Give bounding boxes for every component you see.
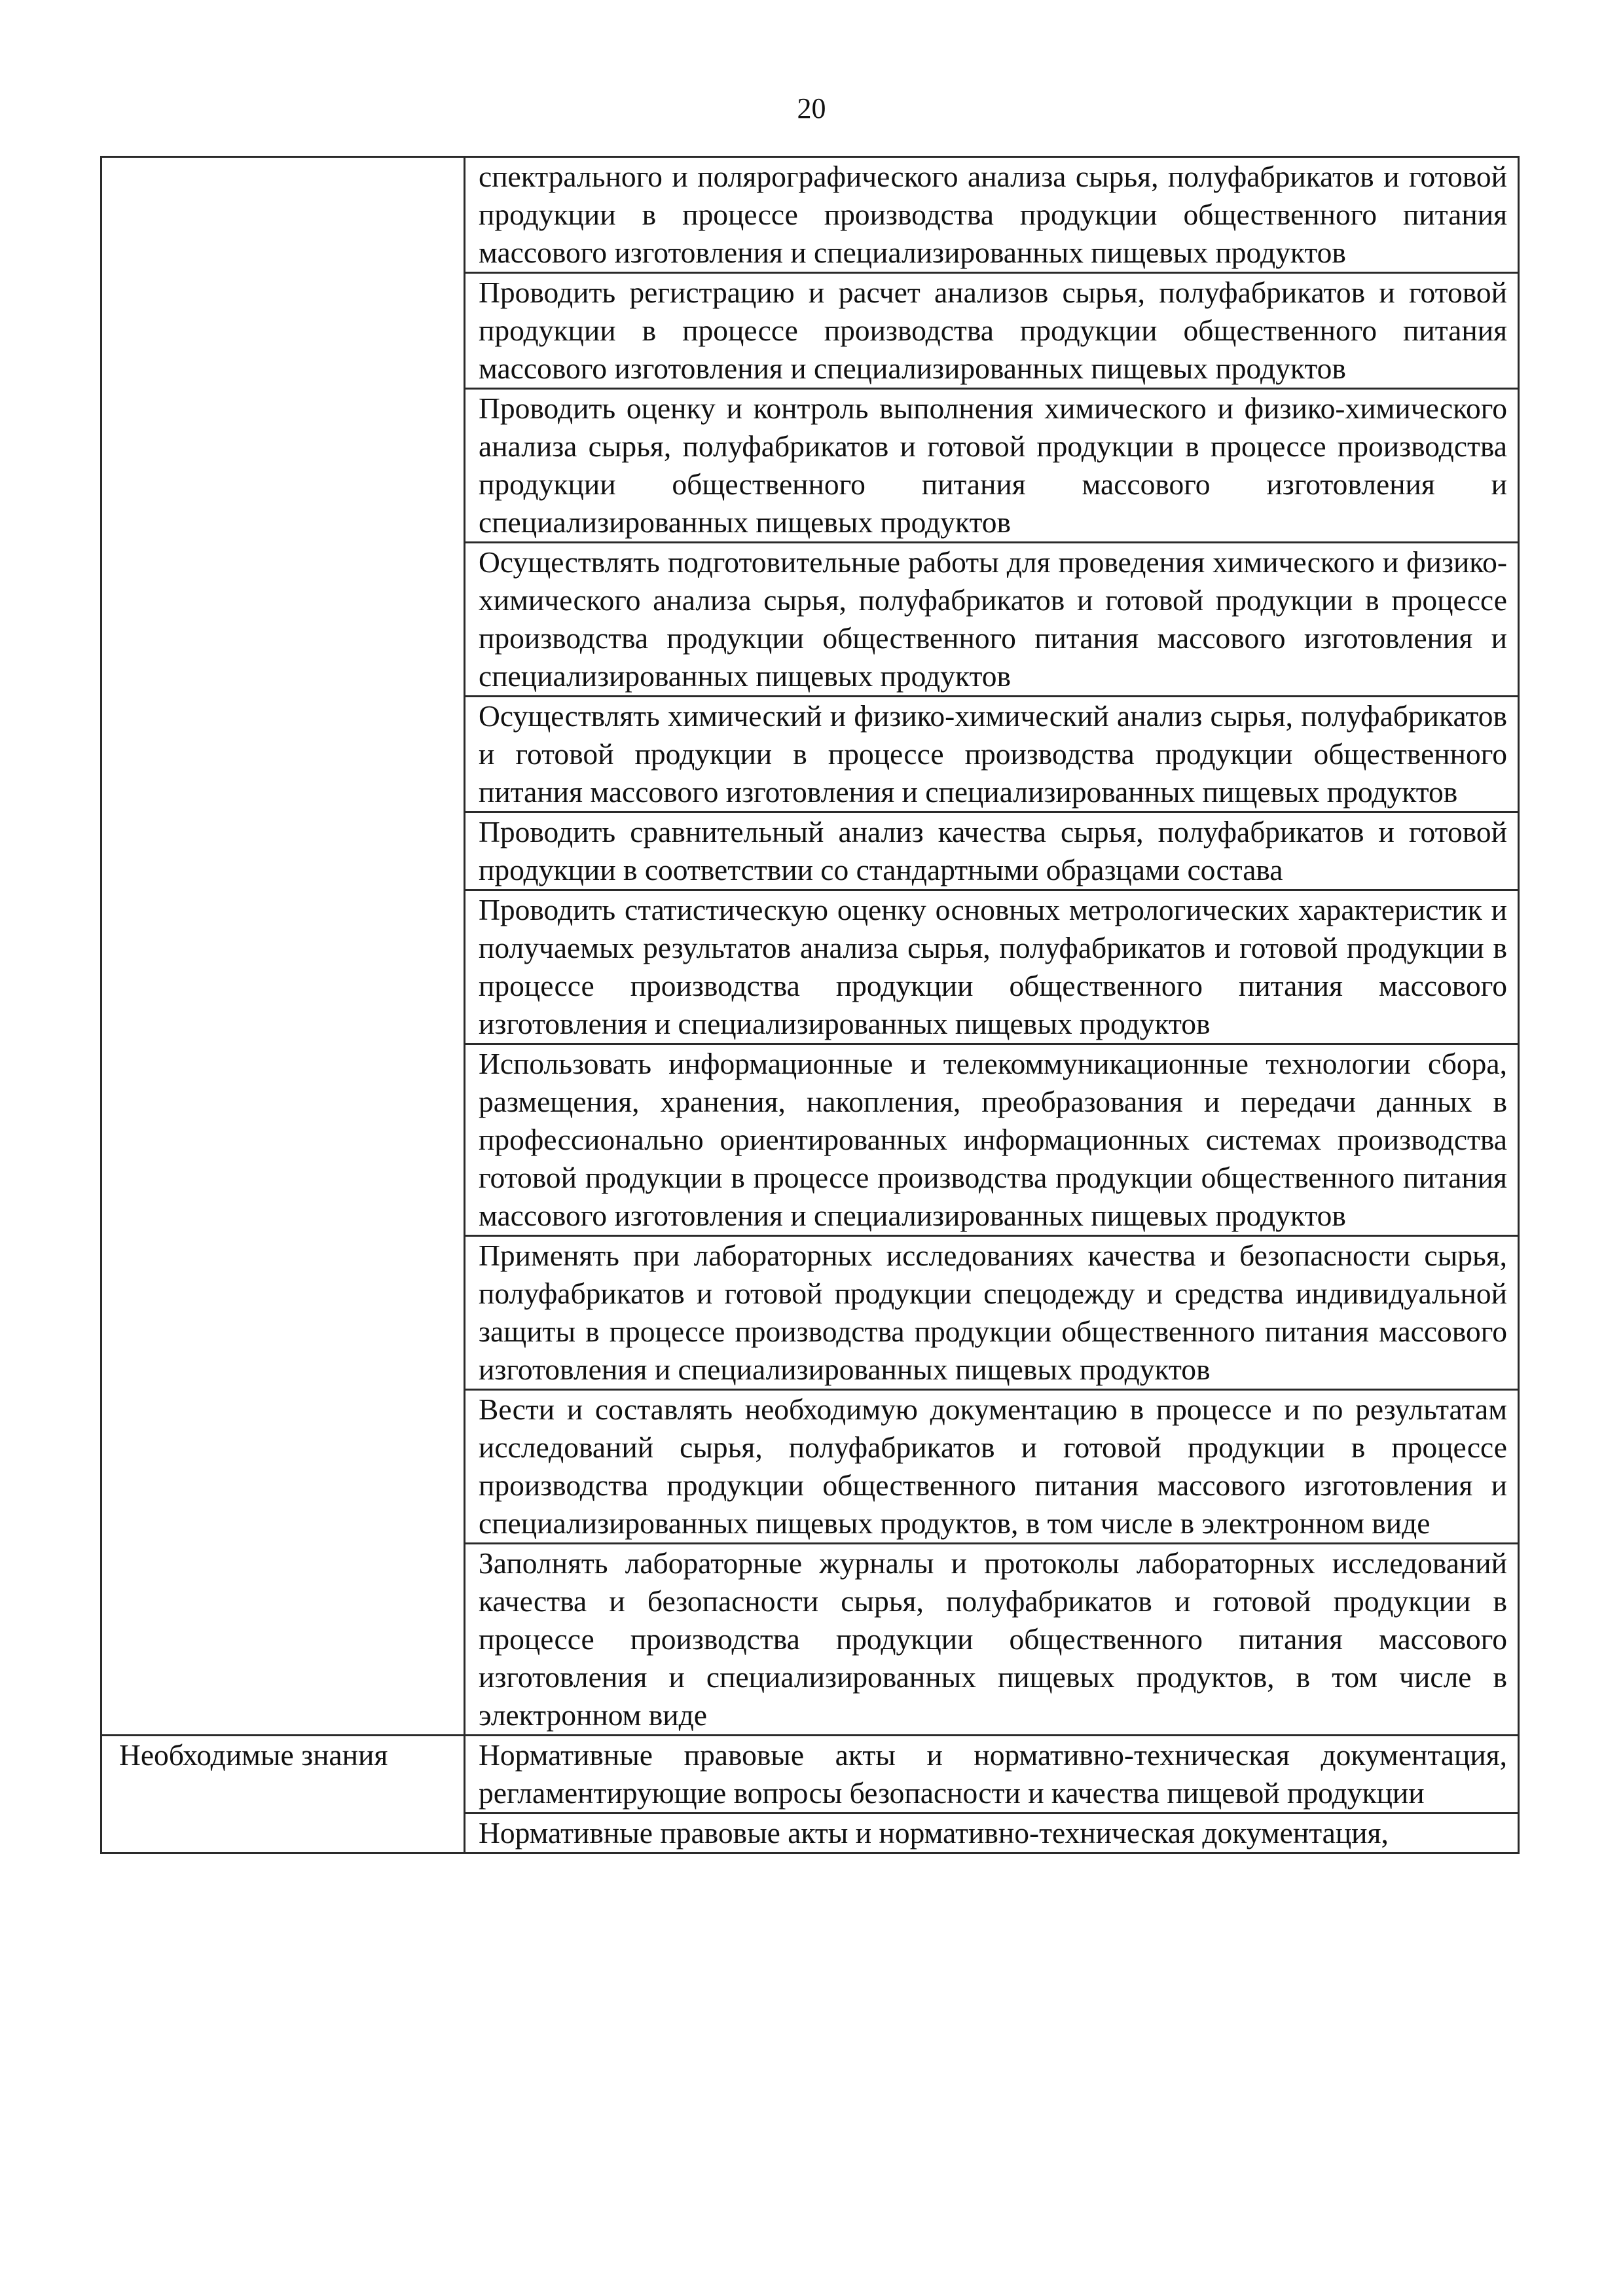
row-text: Проводить регистрацию и расчет анализов сырья, полуфабрикатов и готовой продукции в процессе производства продукции общественного питания массового изготовления и специализированных пищевых продуктов bbox=[465, 273, 1519, 389]
requirements-table bbox=[100, 156, 1520, 1854]
label-cell-skills bbox=[101, 157, 465, 1736]
row-text: спектрального и полярографического анализа сырья, полуфабрикатов и готовой продукции в процессе производства продукции общественного питания массового изготовления и специализированных пищевых продуктов bbox=[465, 157, 1519, 273]
row-text: Осуществлять химический и физико-химический анализ сырья, полуфабрикатов и готовой продукции в процессе производства продукции общественного питания массового изготовления и специализированных пищевых продуктов bbox=[465, 697, 1519, 812]
row-text: Осуществлять подготовительные работы для проведения химического и физико-химического анализа сырья, полуфабрикатов и готовой продукции в процессе производства продукции общественного питания массового изготовления и специализированных пищевых продуктов bbox=[465, 543, 1519, 697]
table-row bbox=[101, 157, 1519, 273]
row-text: Использовать информационные и телекоммуникационные технологии сбора, размещения, хранения, накопления, преобразования и передачи данных в профессионально ориентированных информационных системах производства готовой продукции в процессе производства продукции общественного питания массового изготовления и специализированных пищевых продуктов bbox=[465, 1044, 1519, 1236]
row-text: Нормативные правовые акты и нормативно-техническая документация, bbox=[465, 1813, 1519, 1853]
row-text: Применять при лабораторных исследованиях качества и безопасности сырья, полуфабрикатов и готовой продукции спецодежду и средства индивидуальной защиты в процессе производства продукции общественного питания массового изготовления и специализированных пищевых продуктов bbox=[465, 1236, 1519, 1390]
table-row bbox=[101, 1736, 1519, 1813]
row-text: Вести и составлять необходимую документацию в процессе и по результатам исследований сырья, полуфабрикатов и готовой продукции в процессе производства продукции общественного питания массового изготовления и специализированных пищевых продуктов, в том числе в электронном виде bbox=[465, 1390, 1519, 1544]
row-text: Проводить статистическую оценку основных метрологических характеристик и получаемых результатов анализа сырья, полуфабрикатов и готовой продукции в процессе производства продукции общественного питания массового изготовления и специализированных пищевых продуктов bbox=[465, 890, 1519, 1044]
row-text: Нормативные правовые акты и нормативно-техническая документация, регламентирующие вопросы безопасности и качества пищевой продукции bbox=[465, 1736, 1519, 1813]
page-number: 20 bbox=[797, 92, 826, 124]
row-label: Необходимые знания bbox=[119, 1738, 388, 1772]
row-text: Проводить сравнительный анализ качества сырья, полуфабрикатов и готовой продукции в соответствии со стандартными образцами состава bbox=[465, 812, 1519, 890]
row-text: Заполнять лабораторные журналы и протоколы лабораторных исследований качества и безопасности сырья, полуфабрикатов и готовой продукции в процессе производства продукции общественного питания массового изготовления и специализированных пищевых продуктов, в том числе в электронном виде bbox=[465, 1544, 1519, 1736]
label-cell-knowledge bbox=[101, 1736, 465, 1853]
row-text: Проводить оценку и контроль выполнения химического и физико-химического анализа сырья, полуфабрикатов и готовой продукции в процессе производства продукции общественного питания массового изготовления и специализированных пищевых продуктов bbox=[465, 389, 1519, 543]
